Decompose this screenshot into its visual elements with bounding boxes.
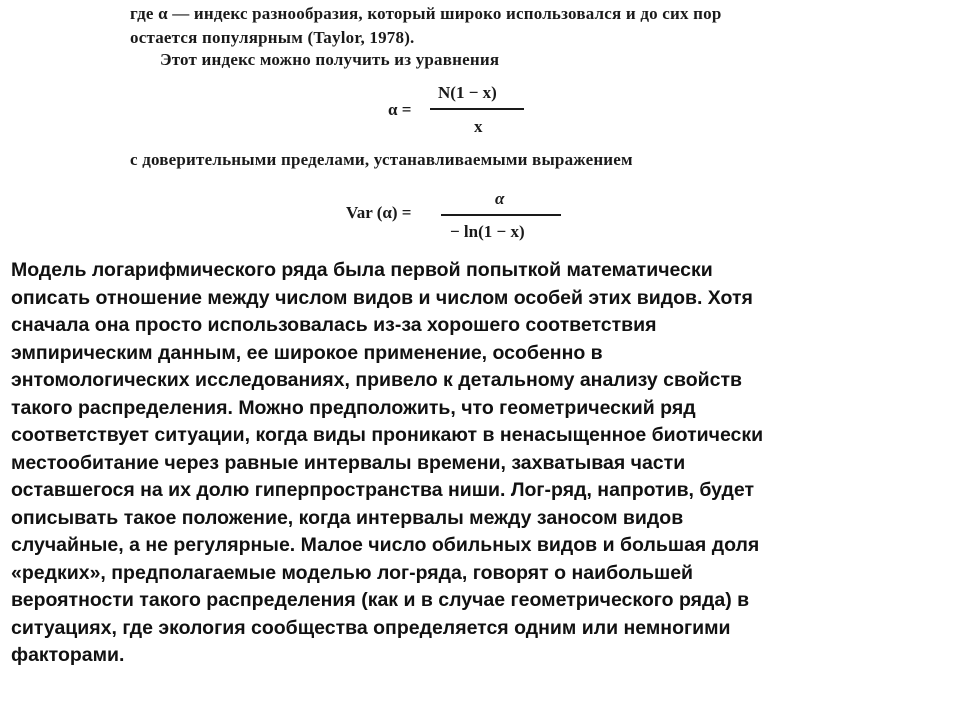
scan-line-1: где α — индекс разнообразия, который широко использовался и до сих пор — [130, 4, 722, 23]
formula-alpha-denominator: x — [474, 117, 483, 136]
formula-var-numerator: α — [495, 189, 505, 208]
formula-alpha-lhs: α = — [388, 100, 412, 119]
formula-alpha-fraction-bar — [430, 108, 524, 110]
formula-alpha-numerator: N(1 − x) — [438, 83, 497, 102]
scanned-excerpt — [0, 0, 960, 250]
main-paragraph: Модель логарифмического ряда была первой попыткой математически описать отношение между числом видов и числом особей этих видов. Хотя сначала она просто использовалась из-за хорошего соответствия эмпирическим данным, ее широкое применение, особенно в энтомологических исследованиях, привело к детальному анализу свойств такого распределения. Можно предположить, что геометрический ряд соответствует ситуации, когда виды проникают в ненасыщенное биотически местообитание через равные интервалы времени, захватывая части оставшегося на их долю гиперпространства ниши. Лог-ряд, напротив, будет описывать такое положение, когда интервалы между заносом видов случайные, а не регулярные. Малое число обильных видов и большая доля «редких», предполагаемые моделью лог-ряда, говорят о наибольшей вероятности такого распределения (как и в случае геометрического ряда) в ситуациях, где экология сообщества определяется одним или немногими факторами. — [11, 259, 764, 666]
formula-var-denominator: − ln(1 − x) — [450, 222, 525, 241]
scan-line-4: с доверительными пределами, устанавливаемыми выражением — [130, 150, 633, 169]
formula-var-lhs: Var (α) = — [346, 203, 412, 222]
formula-var-fraction-bar — [441, 214, 561, 216]
scan-line-2: остается популярным (Taylor, 1978). — [130, 28, 415, 47]
scan-line-3: Этот индекс можно получить из уравнения — [160, 50, 500, 69]
